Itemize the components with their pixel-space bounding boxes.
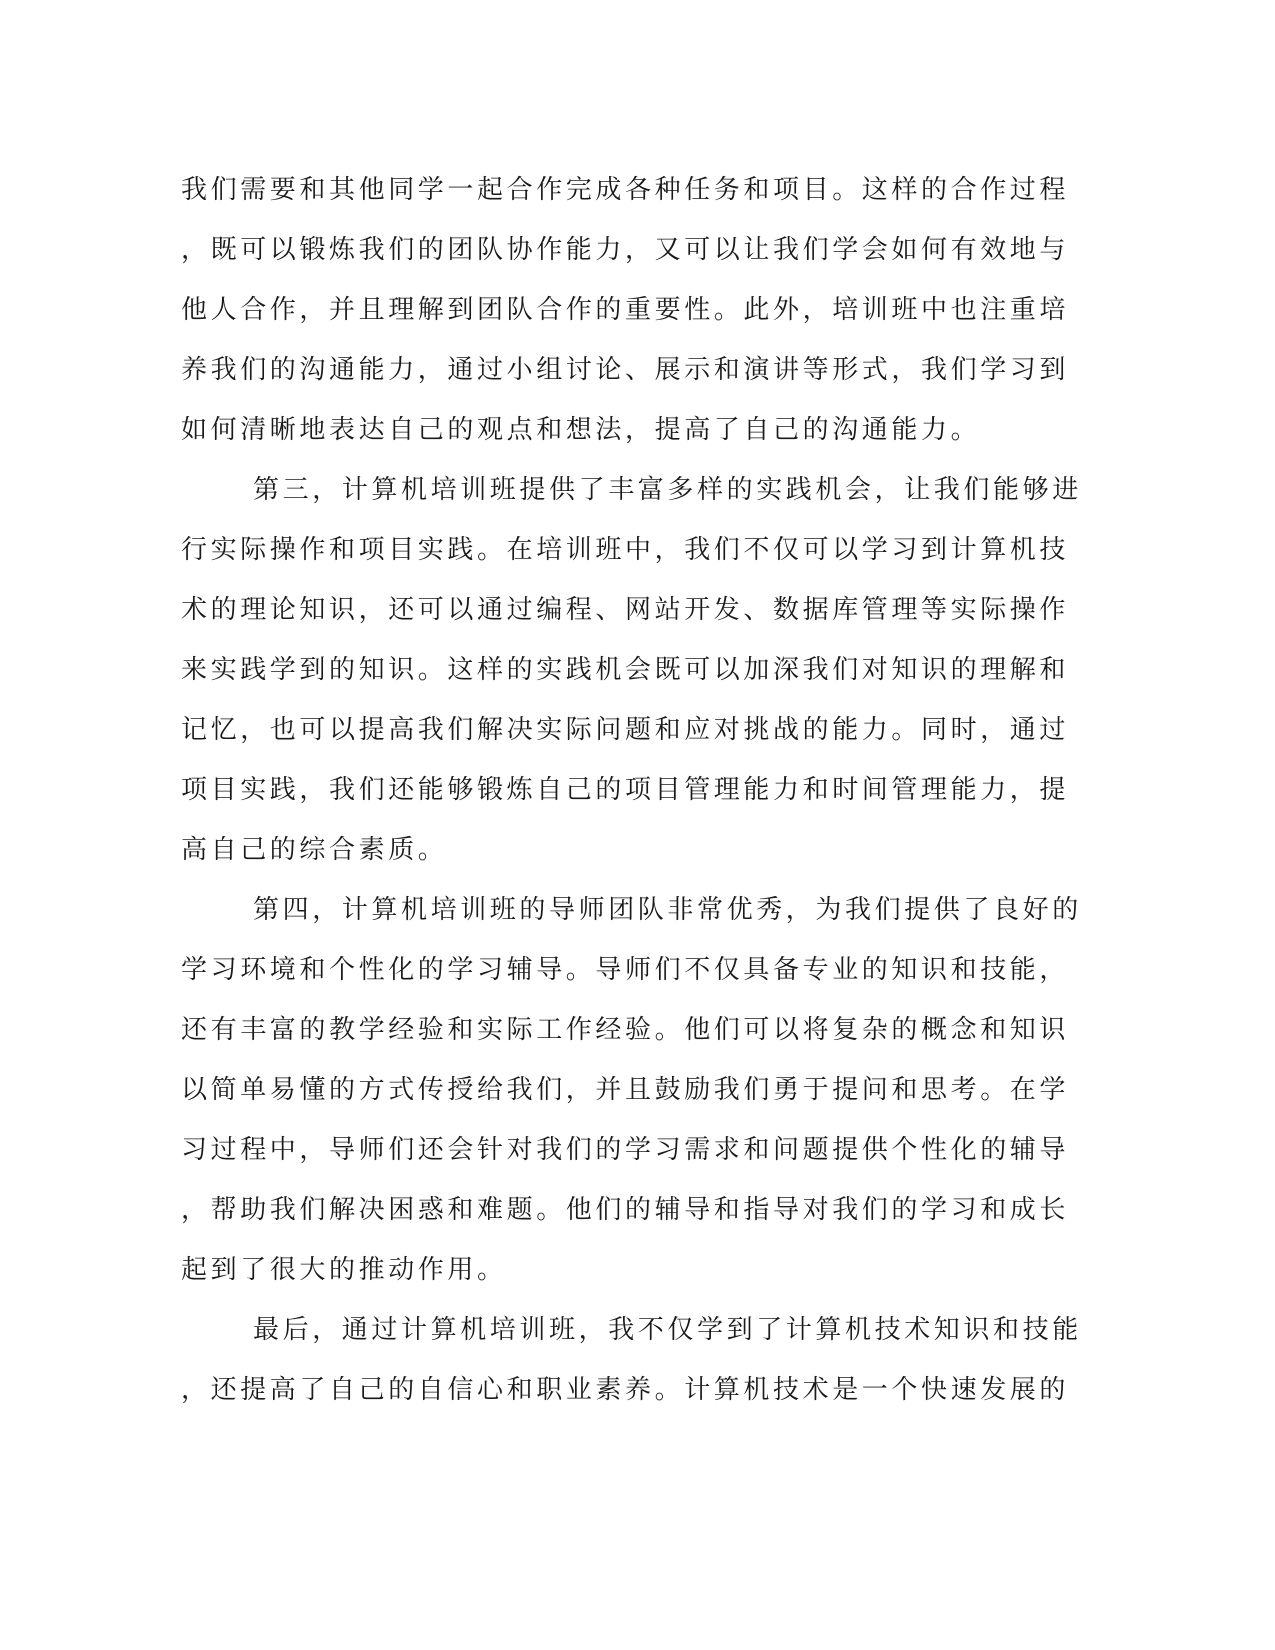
text-line: 习过程中，导师们还会针对我们的学习需求和问题提供个性化的辅导 <box>181 1135 1070 1165</box>
text-line: 第四，计算机培训班的导师团队非常优秀，为我们提供了良好的 <box>253 895 1082 925</box>
text-line: 养我们的沟通能力，通过小组讨论、展示和演讲等形式，我们学习到 <box>181 355 1070 385</box>
text-line: 记忆，也可以提高我们解决实际问题和应对挑战的能力。同时，通过 <box>181 715 1070 745</box>
text-line: 起到了很大的推动作用。 <box>181 1255 507 1285</box>
text-line: 第三，计算机培训班提供了丰富多样的实践机会，让我们能够进 <box>253 475 1082 505</box>
text-line: 最后，通过计算机培训班，我不仅学到了计算机技术知识和技能 <box>253 1315 1082 1345</box>
text-line: 以简单易懂的方式传授给我们，并且鼓励我们勇于提问和思考。在学 <box>181 1075 1070 1105</box>
text-line: 高自己的综合素质。 <box>181 835 448 865</box>
text-line: 他人合作，并且理解到团队合作的重要性。此外，培训班中也注重培 <box>181 295 1070 325</box>
text-line: 我们需要和其他同学一起合作完成各种任务和项目。这样的合作过程 <box>181 175 1070 205</box>
text-line: 术的理论知识，还可以通过编程、网站开发、数据库管理等实际操作 <box>181 595 1070 625</box>
text-line: 项目实践，我们还能够锻炼自己的项目管理能力和时间管理能力，提 <box>181 775 1070 805</box>
text-line: 行实际操作和项目实践。在培训班中，我们不仅可以学习到计算机技 <box>181 535 1070 565</box>
text-line: 如何清晰地表达自己的观点和想法，提高了自己的沟通能力。 <box>181 415 981 445</box>
text-line: 学习环境和个性化的学习辅导。导师们不仅具备专业的知识和技能， <box>181 955 1070 985</box>
text-line: ，既可以锻炼我们的团队协作能力，又可以让我们学会如何有效地与 <box>181 235 1070 265</box>
body-text <box>181 160 1082 1420</box>
text-line: ，还提高了自己的自信心和职业素养。计算机技术是一个快速发展的 <box>181 1375 1070 1405</box>
text-line: 还有丰富的教学经验和实际工作经验。他们可以将复杂的概念和知识 <box>181 1015 1070 1045</box>
text-line: 来实践学到的知识。这样的实践机会既可以加深我们对知识的理解和 <box>181 655 1070 685</box>
text-line: ，帮助我们解决困惑和难题。他们的辅导和指导对我们的学习和成长 <box>181 1195 1070 1225</box>
